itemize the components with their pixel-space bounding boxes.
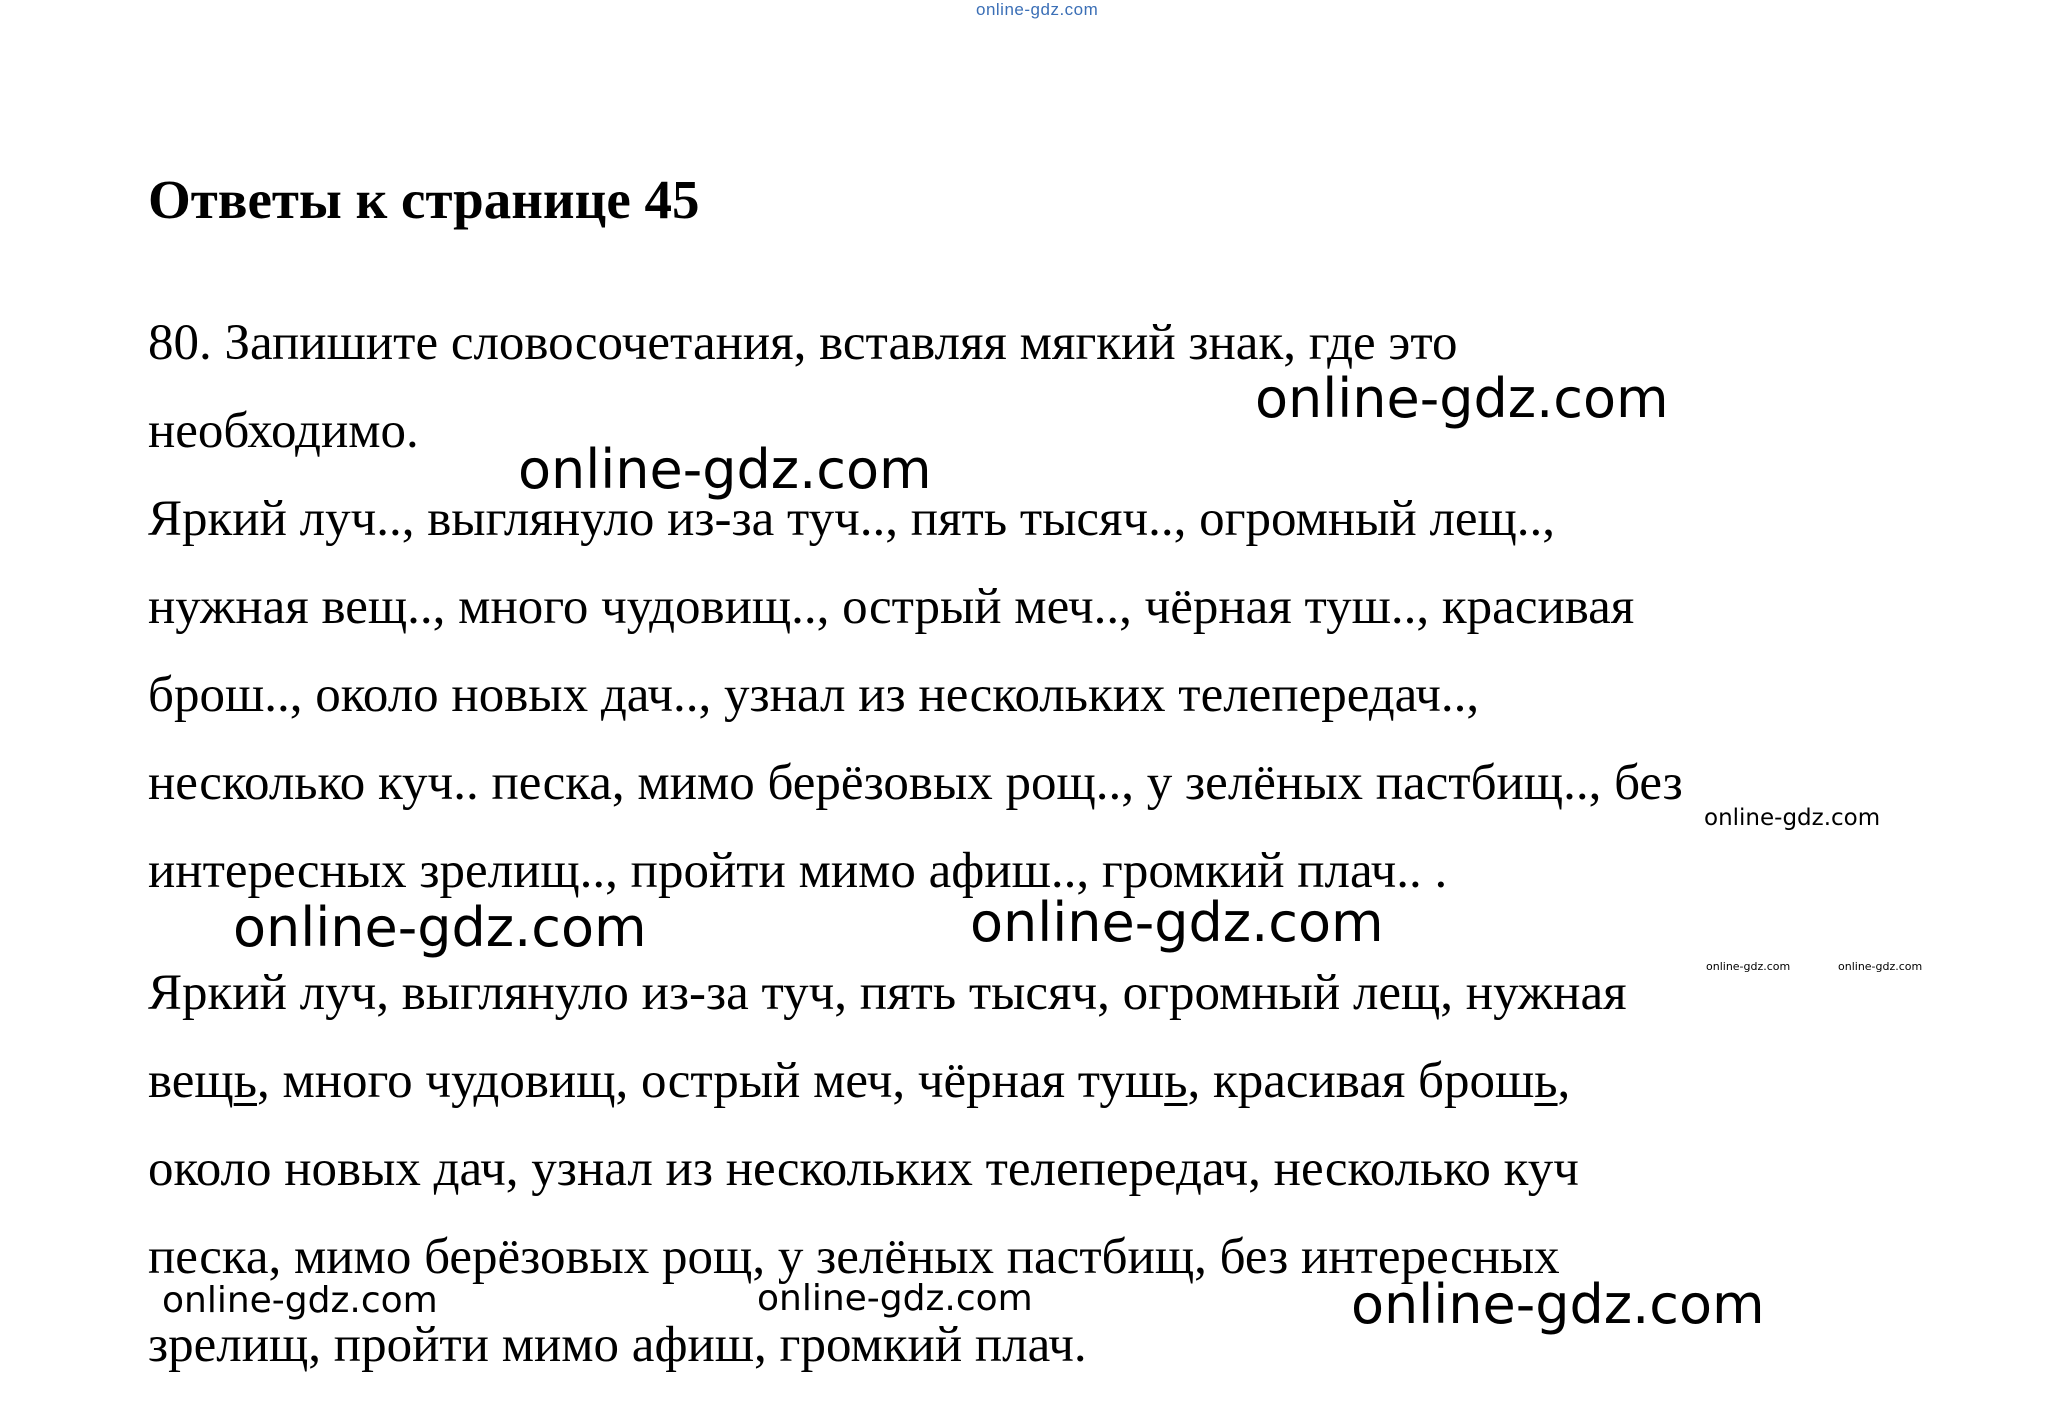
answer-line — [148, 1053, 1571, 1109]
exercise-line: Яркий луч.., выглянуло из-за туч.., пять тысяч.., огромный лещ.., — [148, 491, 1556, 547]
answer-text: , красивая брош — [1187, 1053, 1535, 1109]
exercise-line: интересных зрелищ.., пройти мимо афиш.., громкий плач.. . — [148, 843, 1448, 899]
exercise-line: несколько куч.. песка, мимо берёзовых рощ.., у зелёных пастбищ.., без — [148, 755, 1683, 811]
soft-sign-underlined: ь — [1534, 1053, 1558, 1109]
watermark: online-gdz.com — [233, 896, 647, 959]
exercise-line: брош.., около новых дач.., узнал из нескольких телепередач.., — [148, 667, 1480, 723]
task-line: необходимо. — [148, 403, 419, 459]
soft-sign-underlined: ь — [233, 1053, 257, 1109]
watermark: online-gdz.com — [518, 438, 932, 501]
answer-line: Яркий луч, выглянуло из-за туч, пять тысяч, огромный лещ, нужная — [148, 965, 1627, 1021]
watermark: online-gdz.com — [970, 891, 1384, 954]
answer-text: вещ — [148, 1053, 234, 1109]
watermark: online-gdz.com — [1255, 367, 1669, 430]
answer-line: песка, мимо берёзовых рощ, у зелёных пастбищ, без интересных — [148, 1229, 1560, 1285]
watermark: online-gdz.com — [1351, 1273, 1765, 1336]
page-title: Ответы к странице 45 — [148, 169, 700, 230]
watermark: online-gdz.com — [162, 1280, 438, 1321]
watermark: online-gdz.com — [1704, 805, 1881, 831]
watermark: online-gdz.com — [1838, 960, 1923, 973]
watermark: online-gdz.com — [1706, 960, 1791, 973]
answer-line: зрелищ, пройти мимо афиш, громкий плач. — [148, 1317, 1087, 1373]
task-line: 80. Запишите словосочетания, вставляя мягкий знак, где это — [148, 315, 1458, 371]
soft-sign-underlined: ь — [1164, 1053, 1188, 1109]
exercise-line: нужная вещ.., много чудовищ.., острый меч.., чёрная туш.., красивая — [148, 579, 1635, 635]
answer-line: около новых дач, узнал из нескольких телепередач, несколько куч — [148, 1141, 1579, 1197]
site-watermark-top: online-gdz.com — [976, 0, 1099, 19]
answer-text: , много чудовищ, острый меч, чёрная туш — [256, 1053, 1165, 1109]
watermark: online-gdz.com — [757, 1278, 1033, 1319]
answer-text: , — [1557, 1053, 1571, 1109]
